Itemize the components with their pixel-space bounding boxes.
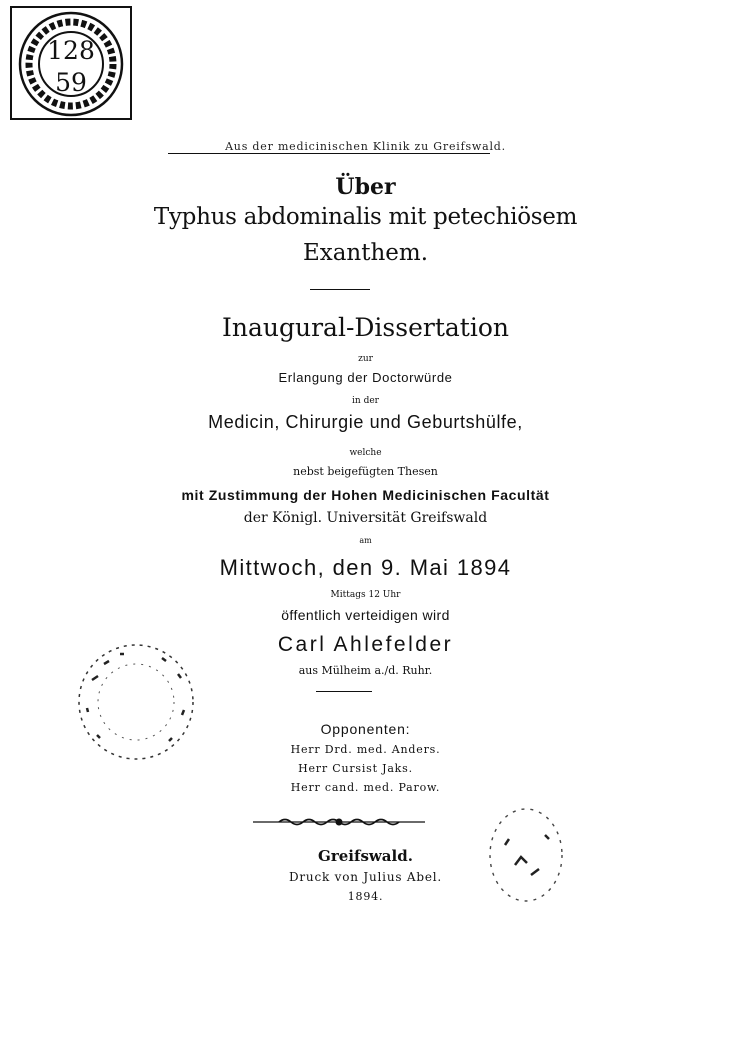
- opponent-1: Herr Drd. med. Anders.: [290, 743, 441, 756]
- title-rule: [310, 289, 370, 290]
- erlangung-text: Erlangung der Doctorwürde: [278, 370, 453, 385]
- imprint-year: 1894.: [347, 890, 384, 903]
- opponent-3: Herr cand. med. Parow.: [290, 781, 441, 794]
- zur-text: zur: [358, 354, 373, 364]
- author-origin: aus Mülheim a./d. Ruhr.: [298, 664, 433, 677]
- title-line-3: Exanthem.: [302, 240, 429, 266]
- ornament-divider-icon: [253, 816, 425, 828]
- am-text: am: [359, 536, 372, 545]
- thesen-text: nebst beigefügten Thesen: [293, 465, 438, 478]
- in-der-text: in der: [352, 396, 379, 406]
- oval-stamp-icon: [485, 805, 567, 905]
- origin-underline: [168, 153, 490, 154]
- defense-date: Mittwoch, den 9. Mai 1894: [219, 555, 512, 580]
- welche-text: welche: [349, 448, 382, 458]
- author-rule: [316, 691, 372, 692]
- zustimmung-text: mit Zustimmung der Hohen Medicinischen Facultät: [181, 487, 550, 503]
- title-line-2: Typhus abdominalis mit petechiösem: [153, 204, 578, 230]
- title-line-1: Über: [335, 174, 396, 200]
- imprint-city: Greifswald.: [318, 847, 413, 865]
- donation-stamp-icon: [74, 640, 198, 764]
- dissertation-heading: Inaugural-Dissertation: [222, 313, 509, 342]
- defense-text: öffentlich verteidigen wird: [281, 607, 450, 623]
- stamp-number-top: 128: [47, 36, 95, 65]
- opponents-heading: Opponenten:: [320, 721, 411, 737]
- time-text: Mittags 12 Uhr: [330, 590, 401, 600]
- imprint-printer: Druck von Julius Abel.: [288, 870, 443, 884]
- fields-text: Medicin, Chirurgie und Geburtshülfe,: [208, 412, 523, 432]
- origin-line: Aus der medicinischen Klinik zu Greifswald.: [225, 140, 506, 153]
- author-name: Carl Ahlefelder: [277, 633, 454, 656]
- library-stamp: [10, 6, 132, 120]
- opponent-2: Herr Cursist Jaks.: [298, 762, 413, 775]
- university-text: der Königl. Universität Greifswald: [243, 510, 488, 526]
- stamp-number-bottom: 59: [55, 68, 87, 97]
